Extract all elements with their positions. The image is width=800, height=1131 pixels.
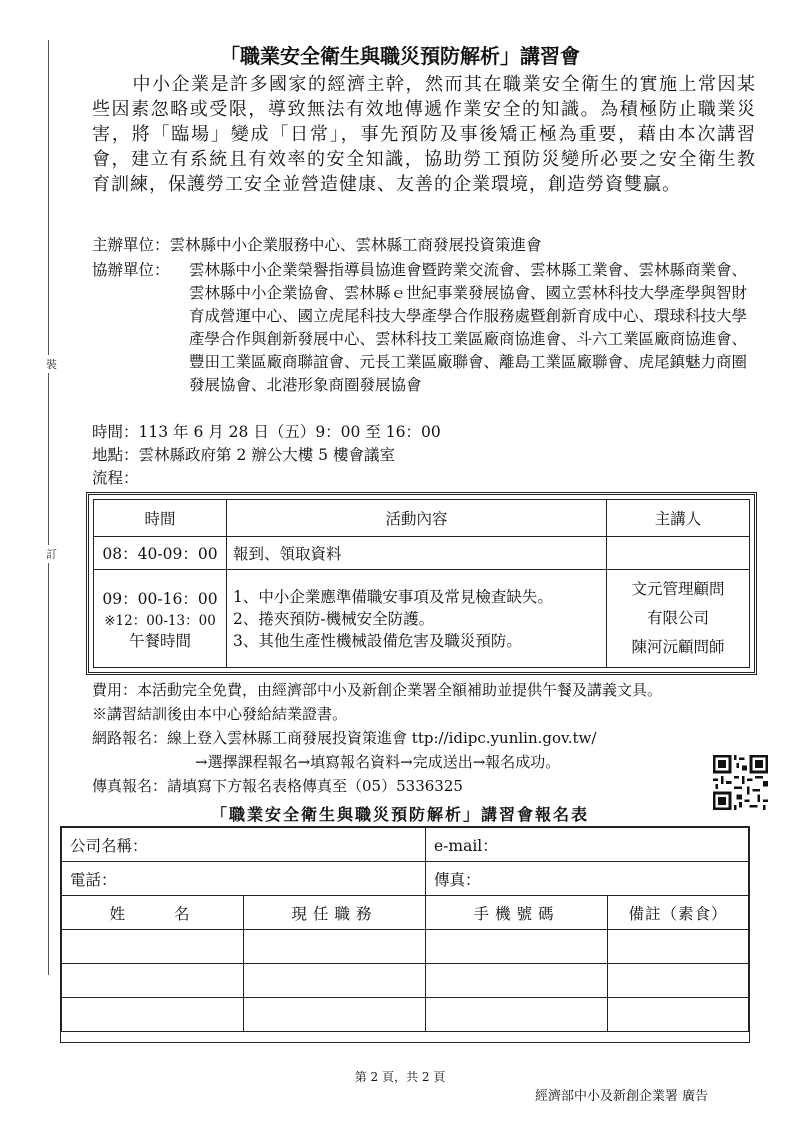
binding-mark: 裝: [46, 355, 57, 373]
organizer-label: 主辦單位：: [92, 236, 170, 254]
form-cell[interactable]: [426, 998, 608, 1032]
speaker-line: 陳河沅顧問師: [631, 638, 725, 656]
form-cell[interactable]: [608, 964, 749, 998]
form-row: [62, 930, 749, 964]
form-cell[interactable]: [426, 964, 608, 998]
schedule-item: 3、其他生產性機械設備危害及職災預防。: [233, 631, 522, 650]
fax-label: 傳真報名：: [92, 777, 168, 795]
page-title: 「職業安全衛生與職災預防解析」講習會: [220, 44, 580, 68]
form-cell[interactable]: [244, 964, 426, 998]
company-field[interactable]: [62, 828, 426, 862]
schedule-row: [94, 537, 750, 570]
phone-field[interactable]: [62, 862, 426, 896]
form-cell[interactable]: [244, 930, 426, 964]
place-line: [92, 444, 752, 467]
form-row: [62, 998, 749, 1032]
schedule-header-time: 時間: [94, 500, 227, 537]
email-label: e-mail：: [434, 836, 498, 855]
fax-field[interactable]: [426, 862, 749, 896]
form-cell[interactable]: [62, 964, 244, 998]
schedule-table: [93, 499, 750, 668]
schedule-time-cell: [94, 570, 227, 668]
schedule-item: 2、捲夾預防-機械安全防護。: [233, 609, 435, 628]
fax-value: 請填寫下方報名表格傳真至（05）5336325: [167, 777, 463, 795]
speaker-line: 文元管理顧問: [631, 580, 725, 598]
online-label: 網路報名：: [92, 729, 168, 747]
co-organizer-label: 協辦單位：: [92, 261, 170, 279]
schedule-time: 08：40-09：00: [94, 537, 227, 570]
intro-text: 中小企業是許多國家的經濟主幹，然而其在職業安全衛生的實施上常因某些因素忽略或受限，導致無法有效地傳遞作業安全的知識。為積極防止職業災害，將「臨場」變成「日常」，事先預防及事後矯正極為重要，藉由本次講習會，建立有系統且有效率的安全知識，協助勞工預防災變所必要之安全衛生教育訓練，保護勞工安全並營造健康、友善的企業環境，創造勞資雙贏。: [92, 74, 756, 195]
fax-registration: [92, 774, 752, 798]
online-registration: [92, 726, 752, 750]
schedule-time: 09：00-16：00: [102, 589, 218, 608]
online-link[interactable]: 線上登入雲林縣工商發展投資策進會 ttp://idipc.yunlin.gov.tw/: [167, 729, 597, 747]
organizer-value: 雲林縣中小企業服務中心、雲林縣工商發展投資策進會: [169, 236, 542, 254]
schedule-content-cell: [227, 570, 607, 668]
column-header-mobile: 手機號碼: [426, 896, 608, 930]
column-header-remark: 備註（素食）: [608, 896, 749, 930]
schedule-header-speaker: 主講人: [607, 500, 750, 537]
company-label: 公司名稱：: [70, 836, 148, 855]
form-cell[interactable]: [608, 930, 749, 964]
lunch-label: 午餐時間: [128, 631, 191, 650]
schedule-speaker: [607, 537, 750, 570]
registration-form: [60, 826, 750, 1043]
schedule-row: [94, 570, 750, 668]
binding-mark: 訂: [46, 545, 57, 563]
column-header-title: 現任職務: [244, 896, 426, 930]
time-value: 113 年 6 月 28 日（五）9：00 至 16：00: [138, 423, 441, 441]
form-cell[interactable]: [244, 998, 426, 1032]
organizer-line: [92, 234, 752, 257]
form-cell[interactable]: [62, 930, 244, 964]
fee-note: 費用：本活動完全免費，由經濟部中小及新創企業署全額補助並提供午餐及講義文具。: [92, 681, 663, 699]
intro-paragraph: [92, 72, 756, 197]
form-cell[interactable]: [62, 998, 244, 1032]
email-field[interactable]: [426, 828, 749, 862]
speaker-line: 有限公司: [646, 609, 709, 627]
time-label: 時間：: [92, 423, 139, 441]
lunch-time: ※12：00-13：00: [104, 612, 216, 629]
place-label: 地點：: [92, 446, 139, 464]
fax-field-label: 傳真：: [434, 870, 481, 889]
flow-label: 流程：: [92, 469, 139, 487]
form-cell[interactable]: [608, 998, 749, 1032]
schedule-header-content: 活動內容: [227, 500, 607, 537]
form-row: [62, 964, 749, 998]
schedule-speaker-cell: [607, 570, 750, 668]
schedule-frame: [86, 492, 757, 675]
co-organizer-block: [92, 259, 752, 397]
online-steps: →選擇課程報名→填寫報名資料→完成送出→報名成功。: [195, 753, 561, 771]
certificate-note: ※講習結訓後由本中心發給結業證書。: [92, 705, 348, 723]
phone-label: 電話：: [70, 870, 117, 889]
column-header-name: 姓 名: [62, 896, 244, 930]
schedule-item: 1、中小企業應準備職安事項及常見檢查缺失。: [233, 587, 553, 606]
form-cell[interactable]: [426, 930, 608, 964]
time-line: [92, 421, 752, 444]
schedule-content: 報到、領取資料: [227, 537, 607, 570]
co-organizer-value: 雲林縣中小企業榮譽指導員協進會暨跨業交流會、雲林縣工業會、雲林縣商業會、雲林縣中小企業協會、雲林縣ｅ世紀事業發展協會、國立雲林科技大學產學與智財育成營運中心、國立虎尾科技大學產學合作服務處暨創新育成中心、環球科技大學產學合作與創新發展中心、雲林科技工業區廠商協進會、斗六工業區廠商協進會、豐田工業區廠商聯誼會、元長工業區廠聯會、離島工業區廠聯會、虎尾鎮魅力商圈發展協會、北港形象商圈發展協會: [189, 261, 748, 394]
form-title: 「職業安全衛生與職災預防解析」講習會報名表: [210, 805, 589, 824]
page-number: 第 2 頁，共 2 頁: [354, 1070, 446, 1084]
binding-line: [48, 40, 49, 975]
footer-ad: 經濟部中小及新創企業署 廣告: [535, 1089, 709, 1104]
place-value: 雲林縣政府第 2 辦公大樓 5 樓會議室: [138, 446, 395, 464]
